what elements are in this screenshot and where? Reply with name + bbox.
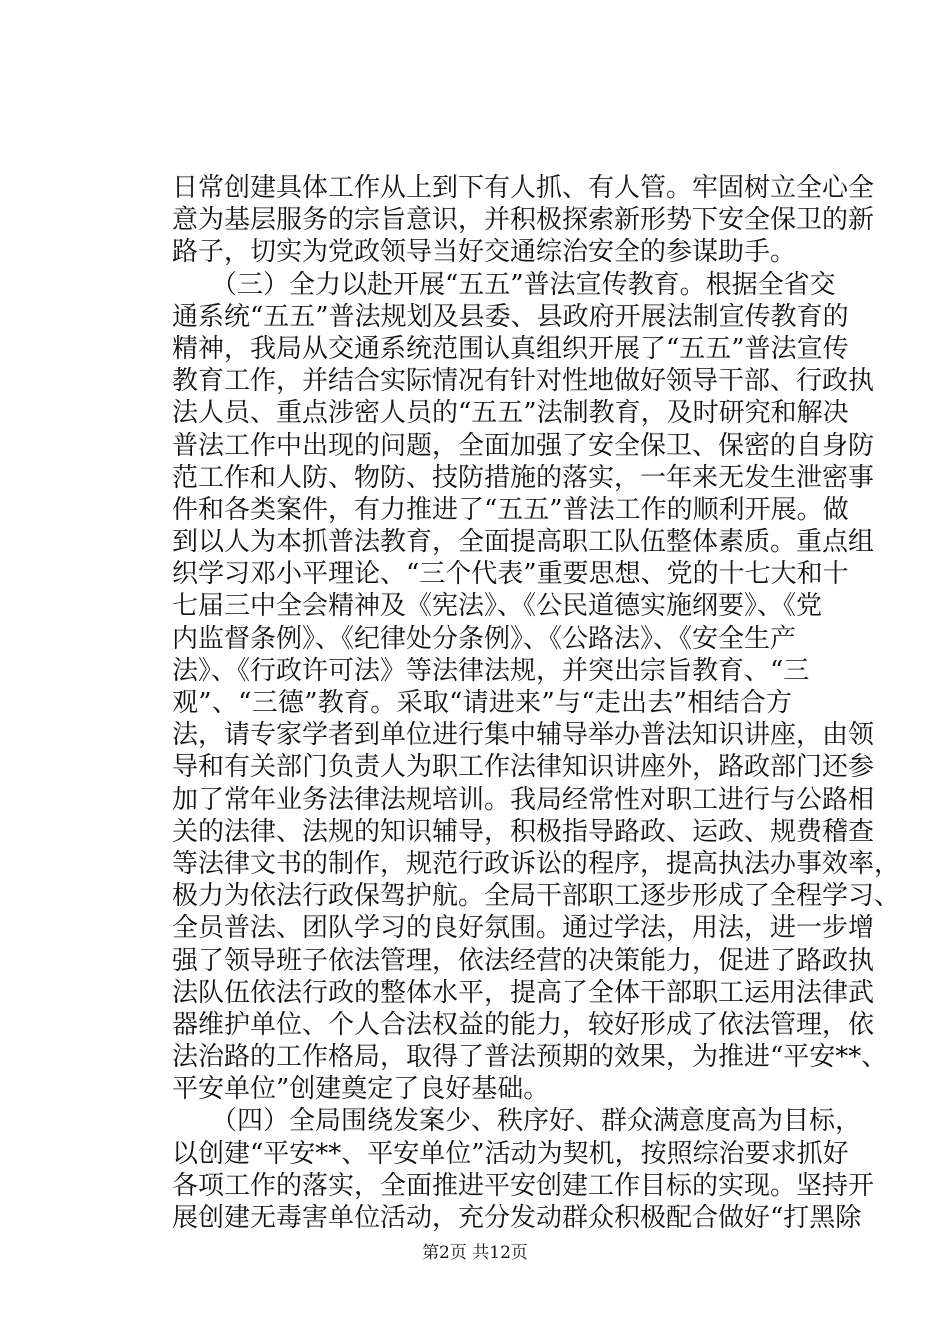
text-line: 教育工作，并结合实际情况有针对性地做好领导干部、行政执 [172, 366, 875, 397]
text-line: 各项工作的落实，全面推进平安创建工作目标的实现。坚持开 [172, 1170, 875, 1201]
text-line: 意为基层服务的宗旨意识，并积极探索新形势下安全保卫的新 [172, 205, 875, 236]
text-line: 路子，切实为党政领导当好交通综治安全的参谋助手。 [172, 237, 797, 268]
text-line: 强了领导班子依法管理，依法经营的决策能力，促进了路政执 [172, 945, 875, 976]
text-line: 等法律文书的制作，规范行政诉讼的程序，提高执法办事效率， [172, 848, 901, 879]
text-line: 件和各类案件，有力推进了“五五”普法工作的顺利开展。做 [172, 494, 849, 525]
text-line: 加了常年业务法律法规培训。我局经常性对职工进行与公路相 [172, 784, 875, 815]
text-line: 法治路的工作格局，取得了普法预期的效果，为推进“平安**、 [172, 1042, 888, 1073]
text-line: 织学习邓小平理论、“三个代表”重要思想、党的十七大和十 [172, 559, 849, 590]
text-line: 法队伍依法行政的整体水平，提高了全体干部职工运用法律武 [172, 977, 875, 1008]
text-line: 范工作和人防、物防、技防措施的落实，一年来无发生泄密事 [172, 462, 875, 493]
text-line: 法，请专家学者到单位进行集中辅导举办普法知识讲座，由领 [172, 720, 875, 751]
text-line: 导和有关部门负责人为职工作法律知识讲座外，路政部门还参 [172, 752, 875, 783]
text-line: 法人员、重点涉密人员的“五五”法制教育，及时研究和解决 [172, 398, 849, 429]
text-line: 展创建无毒害单位活动，充分发动群众积极配合做好“打黑除 [172, 1203, 862, 1233]
text-line: 七届三中全会精神及《宪法》、《公民道德实施纲要》、《党 [172, 591, 823, 622]
text-line: （三）全力以赴开展“五五”普法宣传教育。根据全省交 [172, 269, 836, 300]
text-line: 关的法律、法规的知识辅导，积极指导路政、运政、规费稽查 [172, 816, 875, 847]
text-line: 器维护单位、个人合法权益的能力，较好形成了依法管理，依 [172, 1009, 875, 1040]
text-line: 到以人为本抓普法教育，全面提高职工队伍整体素质。重点组 [172, 527, 875, 558]
text-line: （四）全局围绕发案少、秩序好、群众满意度高为目标， [172, 1106, 862, 1137]
text-line: 法》、《行政许可法》等法律法规，并突出宗旨教育、“三 [172, 655, 810, 686]
text-line: 以创建“平安**、平安单位”活动为契机，按照综治要求抓好 [172, 1138, 849, 1169]
text-line: 极力为依法行政保驾护航。全局干部职工逐步形成了全程学习、 [172, 881, 901, 912]
text-line: 观”、“三德”教育。采取“请进来”与“走出去”相结合方 [172, 688, 792, 718]
text-line: 内监督条例》、《纪律处分条例》、《公路法》、《安全生产 [172, 623, 797, 654]
text-line: 普法工作中出现的问题，全面加强了安全保卫、保密的自身防 [172, 430, 875, 461]
document-body [172, 172, 901, 1234]
text-line: 日常创建具体工作从上到下有人抓、有人管。牢固树立全心全 [172, 173, 875, 203]
text-line: 平安单位”创建奠定了良好基础。 [172, 1074, 550, 1105]
text-line: 精神，我局从交通系统范围认真组织开展了“五五”普法宣传 [172, 333, 849, 364]
text-line: 通系统“五五”普法规划及县委、县政府开展法制宣传教育的 [172, 301, 849, 332]
text-line: 全员普法、团队学习的良好氛围。通过学法，用法，进一步增 [172, 913, 875, 944]
page-number-footer: 第2页 共12页 [422, 1243, 528, 1263]
